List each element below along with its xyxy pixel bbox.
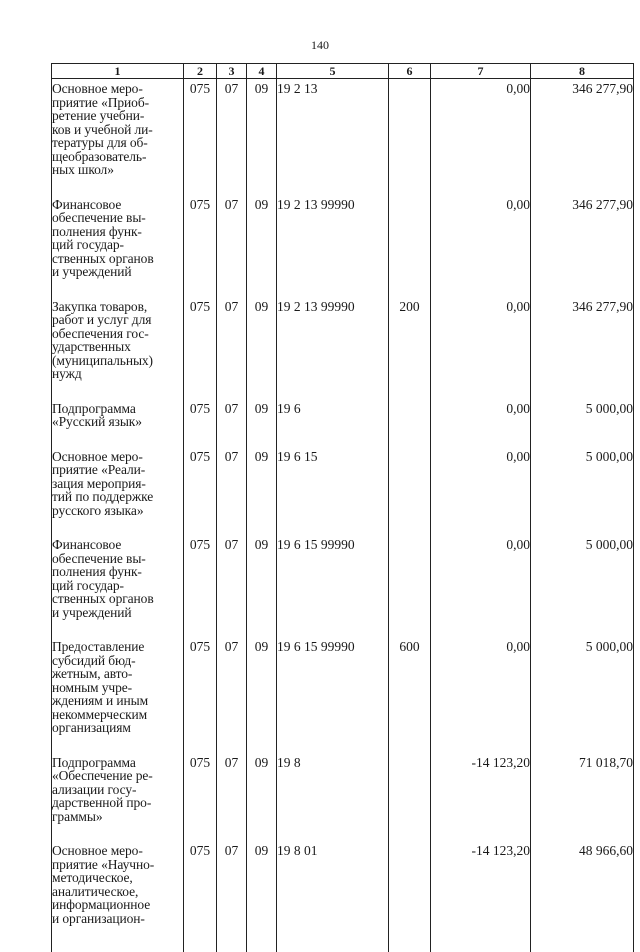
item-name-line: ций государ- xyxy=(52,237,124,252)
section-cell: 07 xyxy=(217,535,247,637)
item-name-cell xyxy=(52,447,184,536)
subsection-cell: 09 xyxy=(247,753,277,842)
item-name-line: приятие «Реали- xyxy=(52,462,146,477)
header-cell: 8 xyxy=(531,64,634,79)
page-number: 140 xyxy=(311,38,329,52)
table-row xyxy=(52,841,634,952)
target-article-cell: 19 8 01 xyxy=(277,841,389,952)
target-article-cell: 19 2 13 xyxy=(277,79,389,195)
item-name-line: ков и учебной ли- xyxy=(52,121,153,137)
item-name-line: полнения функ- xyxy=(52,564,142,579)
item-name-line: обеспечение вы- xyxy=(52,550,146,566)
table-row xyxy=(52,447,634,536)
section-cell: 07 xyxy=(217,297,247,399)
grbs-cell: 075 xyxy=(184,841,217,952)
item-name-line: ретение учебни- xyxy=(52,108,145,123)
item-name-line: дарственной про- xyxy=(52,795,152,810)
item-name-line: Закупка товаров, xyxy=(52,298,148,314)
section-cell: 07 xyxy=(217,753,247,842)
item-name-line: зация мероприя- xyxy=(52,475,146,491)
grbs-cell: 075 xyxy=(184,195,217,297)
grbs-cell: 075 xyxy=(184,447,217,536)
subsection-cell: 09 xyxy=(247,637,277,753)
item-name-line: ций государ- xyxy=(52,577,124,593)
item-name-line: Финансовое xyxy=(52,196,122,212)
item-name-line: приятие «Приоб- xyxy=(52,94,149,110)
item-name-line: тературы для об- xyxy=(52,135,148,150)
item-name-cell xyxy=(52,297,184,399)
subsection-cell: 09 xyxy=(247,297,277,399)
item-name-line: тий по поддержке xyxy=(52,489,154,504)
item-name-line: ударственных xyxy=(52,339,131,354)
table-row xyxy=(52,195,634,297)
change-amount-cell: 0,00 xyxy=(431,79,531,195)
subsection-cell: 09 xyxy=(247,535,277,637)
change-amount-cell: 0,00 xyxy=(431,195,531,297)
header-cell: 6 xyxy=(389,64,431,79)
change-amount-cell: 0,00 xyxy=(431,447,531,536)
grbs-cell: 075 xyxy=(184,753,217,842)
grbs-cell: 075 xyxy=(184,399,217,447)
item-name-line: граммы» xyxy=(52,808,103,824)
item-name-line: щеобразователь- xyxy=(52,148,147,164)
total-amount-cell: 71 018,70 xyxy=(531,753,634,842)
grbs-cell: 075 xyxy=(184,79,217,195)
total-amount-cell: 346 277,90 xyxy=(531,297,634,399)
item-name-line: субсидий бюд- xyxy=(52,652,136,668)
item-name-line: и учреждений xyxy=(52,604,132,620)
item-name-line: работ и услуг для xyxy=(52,312,152,327)
subsection-cell: 09 xyxy=(247,447,277,536)
subsection-cell: 09 xyxy=(247,841,277,952)
change-amount-cell: 0,00 xyxy=(431,297,531,399)
table-row xyxy=(52,297,634,399)
total-amount-cell: 5 000,00 xyxy=(531,637,634,753)
item-name-line: русского языка» xyxy=(52,502,144,518)
item-name-line: ственных органов xyxy=(52,591,154,606)
target-article-cell: 19 6 xyxy=(277,399,389,447)
item-name-line: методическое, xyxy=(52,870,133,885)
item-name-line: полнения функ- xyxy=(52,223,142,239)
change-amount-cell: -14 123,20 xyxy=(431,753,531,842)
header-cell: 1 xyxy=(52,64,184,79)
section-cell: 07 xyxy=(217,637,247,753)
header-row xyxy=(52,64,634,79)
item-name-line: Предоставление xyxy=(52,639,145,654)
section-cell: 07 xyxy=(217,841,247,952)
header-cell: 7 xyxy=(431,64,531,79)
expense-type-cell xyxy=(389,447,431,536)
item-name-line: информационное xyxy=(52,897,151,912)
item-name-line: (муниципальных) xyxy=(52,352,153,368)
item-name-line: ждениям и иным xyxy=(52,693,149,708)
expense-type-cell xyxy=(389,399,431,447)
subsection-cell: 09 xyxy=(247,399,277,447)
item-name-cell xyxy=(52,535,184,637)
item-name-line: Подпрограмма xyxy=(52,400,136,416)
item-name-line: «Русский язык» xyxy=(52,414,142,429)
expense-type-cell xyxy=(389,753,431,842)
item-name-line: ственных органов xyxy=(52,250,154,266)
item-name-line: жетным, авто- xyxy=(52,666,133,681)
section-cell: 07 xyxy=(217,195,247,297)
item-name-line: ализации госу- xyxy=(52,781,137,797)
total-amount-cell: 5 000,00 xyxy=(531,447,634,536)
table-row xyxy=(52,637,634,753)
header-cell: 3 xyxy=(217,64,247,79)
grbs-cell: 075 xyxy=(184,535,217,637)
expense-type-cell xyxy=(389,841,431,952)
subsection-cell: 09 xyxy=(247,79,277,195)
change-amount-cell: -14 123,20 xyxy=(431,841,531,952)
item-name-cell xyxy=(52,637,184,753)
total-amount-cell: 346 277,90 xyxy=(531,195,634,297)
table-row xyxy=(52,79,634,195)
target-article-cell: 19 2 13 99990 xyxy=(277,297,389,399)
item-name-line: номным учре- xyxy=(52,679,133,695)
grbs-cell: 075 xyxy=(184,637,217,753)
item-name-line: некоммерческим xyxy=(52,706,148,722)
target-article-cell: 19 2 13 99990 xyxy=(277,195,389,297)
target-article-cell: 19 6 15 xyxy=(277,447,389,536)
total-amount-cell: 48 966,60 xyxy=(531,841,634,952)
item-name-cell xyxy=(52,399,184,447)
item-name-line: обеспечение вы- xyxy=(52,210,146,225)
expense-type-cell xyxy=(389,79,431,195)
item-name-line: Основное меро- xyxy=(52,843,143,858)
header-cell: 5 xyxy=(277,64,389,79)
expense-type-cell: 600 xyxy=(389,637,431,753)
target-article-cell: 19 6 15 99990 xyxy=(277,637,389,753)
change-amount-cell: 0,00 xyxy=(431,535,531,637)
header-cell: 2 xyxy=(184,64,217,79)
item-name-line: Основное меро- xyxy=(52,448,143,464)
table-row xyxy=(52,753,634,842)
change-amount-cell: 0,00 xyxy=(431,399,531,447)
expense-type-cell: 200 xyxy=(389,297,431,399)
item-name-line: ных школ» xyxy=(52,162,114,177)
subsection-cell: 09 xyxy=(247,195,277,297)
table-row xyxy=(52,535,634,637)
item-name-line: Подпрограмма xyxy=(52,754,136,770)
section-cell: 07 xyxy=(217,399,247,447)
total-amount-cell: 5 000,00 xyxy=(531,399,634,447)
item-name-cell xyxy=(52,79,184,195)
item-name-cell xyxy=(52,841,184,952)
table-row xyxy=(52,399,634,447)
target-article-cell: 19 8 xyxy=(277,753,389,842)
section-cell: 07 xyxy=(217,447,247,536)
item-name-line: нужд xyxy=(52,366,82,381)
expense-type-cell xyxy=(389,535,431,637)
item-name-cell xyxy=(52,195,184,297)
budget-table xyxy=(51,63,634,952)
item-name-line: аналитическое, xyxy=(52,883,139,899)
item-name-line: Основное меро- xyxy=(52,81,143,96)
item-name-line: и организацион- xyxy=(52,910,145,926)
change-amount-cell: 0,00 xyxy=(431,637,531,753)
item-name-line: обеспечения гос- xyxy=(52,325,149,341)
target-article-cell: 19 6 15 99990 xyxy=(277,535,389,637)
item-name-line: и учреждений xyxy=(52,264,132,279)
expense-type-cell xyxy=(389,195,431,297)
item-name-line: приятие «Научно- xyxy=(52,856,155,872)
total-amount-cell: 346 277,90 xyxy=(531,79,634,195)
item-name-cell xyxy=(52,753,184,842)
grbs-cell: 075 xyxy=(184,297,217,399)
header-cell: 4 xyxy=(247,64,277,79)
total-amount-cell: 5 000,00 xyxy=(531,535,634,637)
item-name-line: Финансовое xyxy=(52,537,122,552)
section-cell: 07 xyxy=(217,79,247,195)
item-name-line: «Обеспечение ре- xyxy=(52,768,153,783)
item-name-line: организациям xyxy=(52,720,131,735)
